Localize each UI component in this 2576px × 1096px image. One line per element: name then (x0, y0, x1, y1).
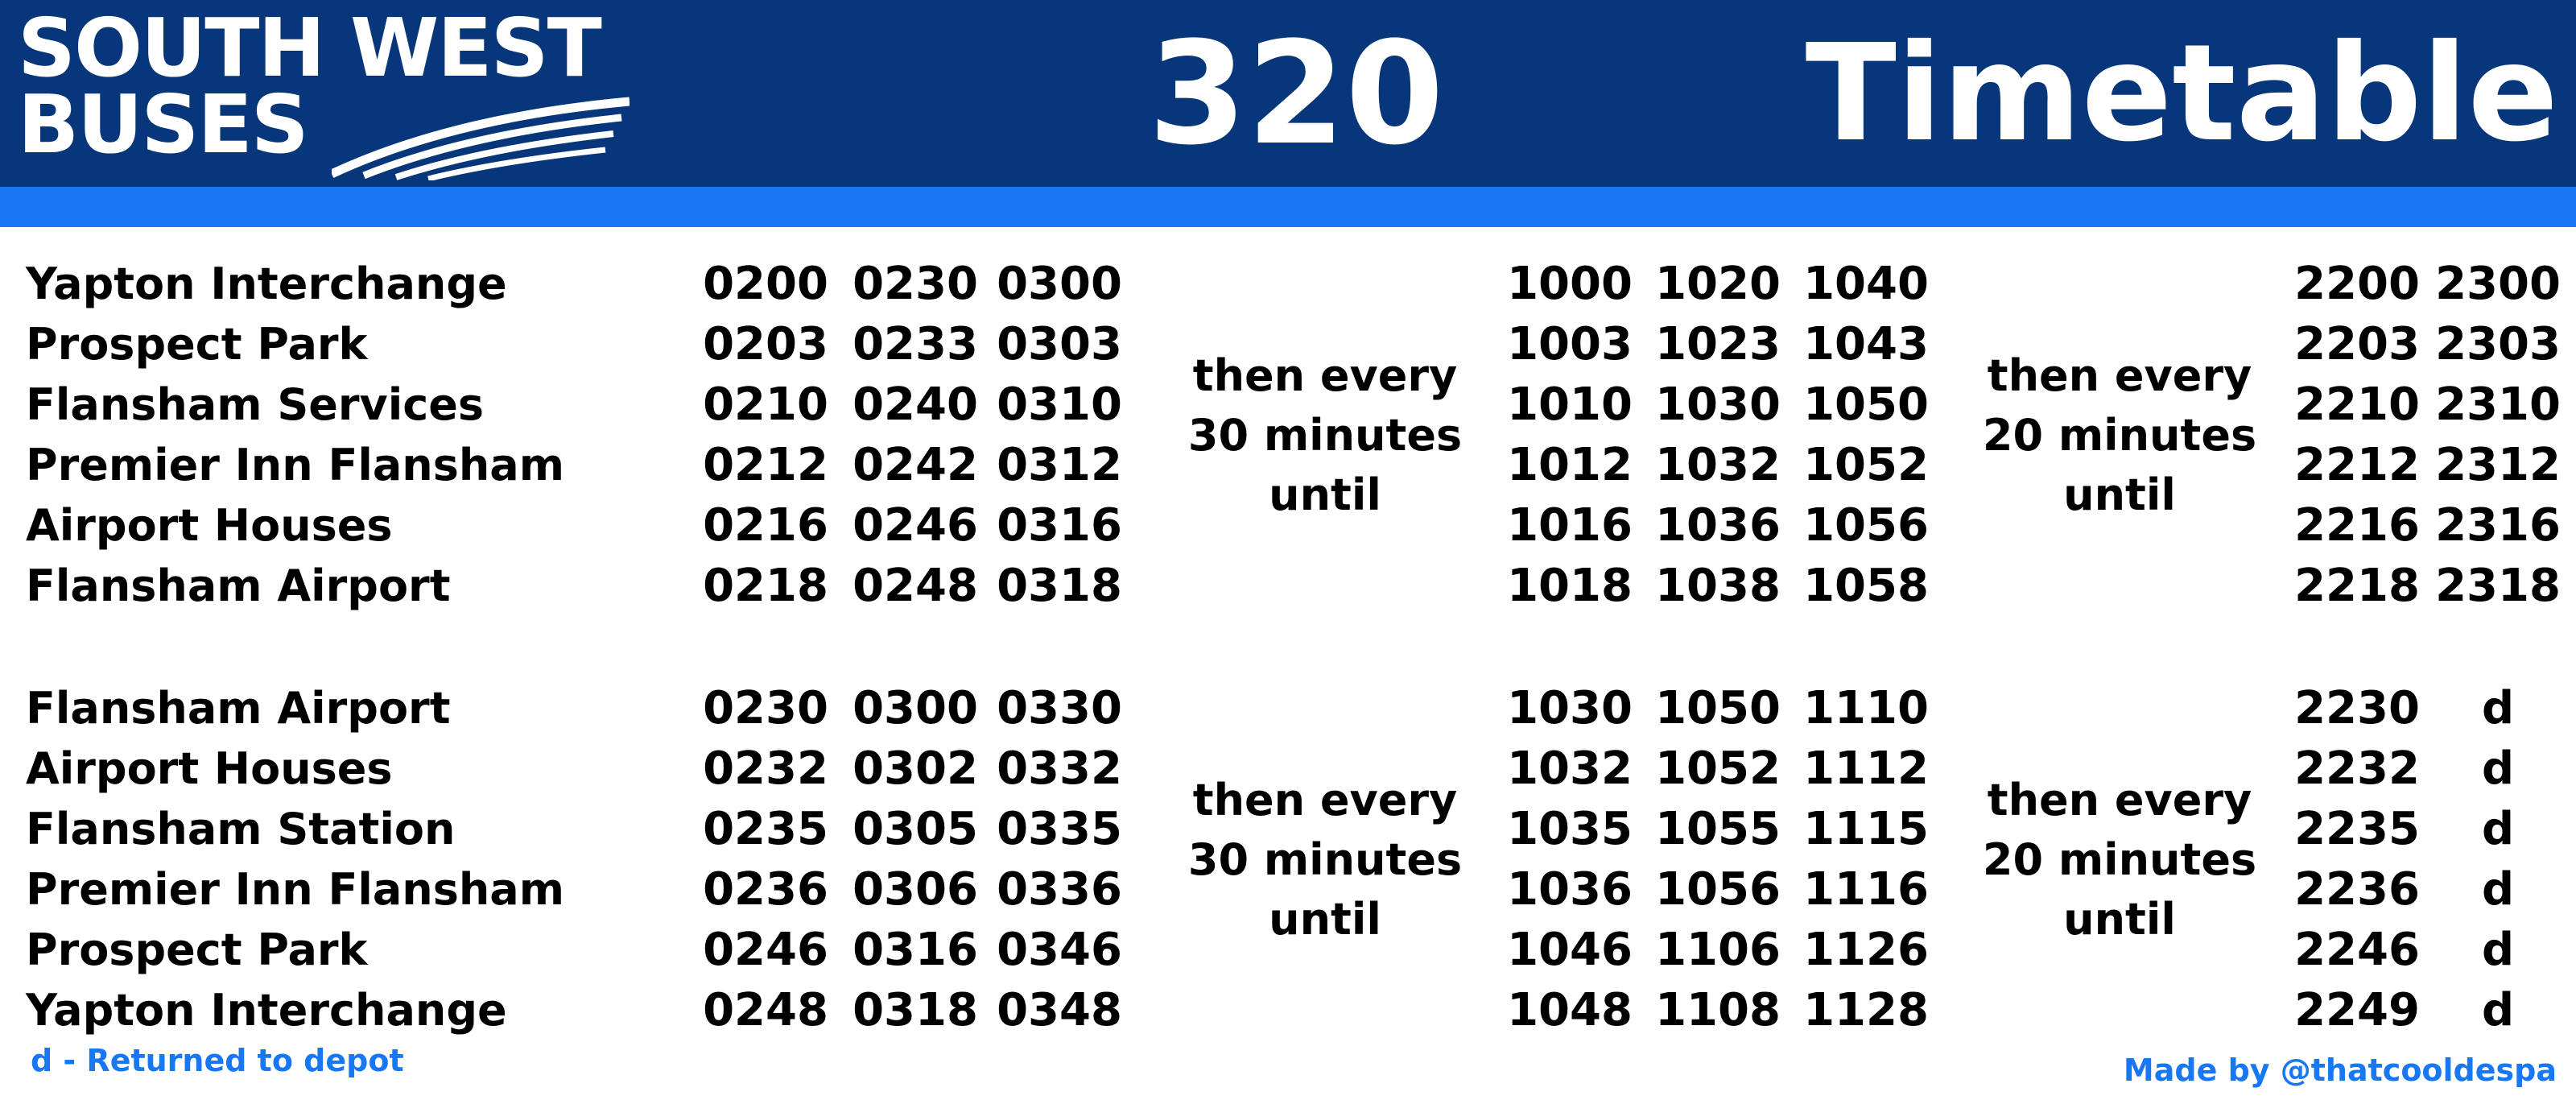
departure-time: 0236 (703, 863, 828, 916)
legend-note: d - Returned to depot (31, 1043, 404, 1078)
stop-name: Premier Inn Flansham (26, 864, 565, 915)
departure-time: 0302 (852, 742, 978, 795)
frequency-note-line: then every (1987, 349, 2252, 401)
departure-time: 0336 (997, 863, 1122, 916)
frequency-note-line: then every (1192, 774, 1458, 825)
departure-time: d (2481, 984, 2515, 1036)
departure-time: 2236 (2294, 863, 2420, 916)
departure-time: 2310 (2435, 378, 2561, 431)
departure-time: 0312 (997, 439, 1122, 491)
departure-time: 1023 (1655, 318, 1781, 370)
departure-time: 1018 (1507, 560, 1633, 612)
departure-time: d (2481, 742, 2515, 795)
departure-time: 2218 (2294, 560, 2420, 612)
header-bar (0, 0, 2576, 187)
departure-time: 1040 (1803, 258, 1929, 310)
departure-time: 0346 (997, 924, 1122, 976)
credit-text: Made by @thatcooldespa (2123, 1053, 2557, 1088)
departure-time: 0306 (852, 863, 978, 916)
departure-time: 0310 (997, 378, 1122, 431)
departure-time: 1052 (1803, 439, 1929, 491)
departure-time: 0246 (703, 924, 828, 976)
stop-name: Yapton Interchange (26, 258, 507, 309)
route-number: 320 (1148, 11, 1444, 176)
frequency-note (1172, 346, 1478, 525)
departure-time: 0230 (852, 258, 978, 310)
departure-time: 2303 (2435, 318, 2561, 370)
departure-time: 1052 (1655, 742, 1781, 795)
departure-time: 0330 (997, 682, 1122, 734)
stop-name: Flansham Airport (26, 560, 451, 611)
frequency-note (1967, 771, 2273, 949)
departure-time: 2210 (2294, 378, 2420, 431)
departure-time: 0233 (852, 318, 978, 370)
stop-name: Yapton Interchange (26, 985, 507, 1036)
departure-time: 2230 (2294, 682, 2420, 734)
departure-time: 1035 (1507, 803, 1633, 855)
departure-time: 2246 (2294, 924, 2420, 976)
departure-time: 1048 (1507, 984, 1633, 1036)
departure-time: d (2481, 803, 2515, 855)
frequency-note-line: then every (1987, 774, 2252, 825)
departure-time: 0248 (703, 984, 828, 1036)
departure-time: 2249 (2294, 984, 2420, 1036)
stop-name: Flansham Services (26, 379, 485, 430)
departure-time: 1046 (1507, 924, 1633, 976)
departure-time: 1050 (1655, 682, 1781, 734)
frequency-note (1967, 346, 2273, 525)
stop-name: Airport Houses (26, 500, 393, 551)
departure-time: 1032 (1655, 439, 1781, 491)
departure-time: 1036 (1655, 499, 1781, 552)
departure-time: 1036 (1507, 863, 1633, 916)
frequency-note-line: 20 minutes (1982, 833, 2257, 885)
departure-time: 2312 (2435, 439, 2561, 491)
departure-time: 1003 (1507, 318, 1633, 370)
departure-time: 2232 (2294, 742, 2420, 795)
departure-time: 0210 (703, 378, 828, 431)
departure-time: 0212 (703, 439, 828, 491)
stop-name: Flansham Airport (26, 683, 451, 734)
departure-time: 0203 (703, 318, 828, 370)
departure-time: 1050 (1803, 378, 1929, 431)
departure-time: 1112 (1803, 742, 1929, 795)
frequency-note-line: 30 minutes (1187, 833, 1463, 885)
stop-name: Prospect Park (26, 319, 368, 370)
departure-time: 1032 (1507, 742, 1633, 795)
departure-time: 2316 (2435, 499, 2561, 552)
departure-time: 1128 (1803, 984, 1929, 1036)
stop-name: Premier Inn Flansham (26, 440, 565, 490)
departure-time: 2216 (2294, 499, 2420, 552)
departure-time: 0232 (703, 742, 828, 795)
departure-time: 0240 (852, 378, 978, 431)
frequency-note-line: until (2063, 469, 2176, 520)
departure-time: 0300 (997, 258, 1122, 310)
stop-name: Flansham Station (26, 804, 456, 854)
departure-time: 0335 (997, 803, 1122, 855)
departure-time: 1116 (1803, 863, 1929, 916)
departure-time: 0332 (997, 742, 1122, 795)
frequency-note-line: until (2063, 893, 2176, 945)
departure-time: 1110 (1803, 682, 1929, 734)
departure-time: d (2481, 863, 2515, 916)
departure-time: 1108 (1655, 984, 1781, 1036)
frequency-note-line: 30 minutes (1187, 409, 1463, 461)
frequency-note-line: 20 minutes (1982, 409, 2257, 461)
page-title: Timetable (1805, 16, 2558, 172)
frequency-note-line: then every (1192, 349, 1458, 401)
stop-name: Prospect Park (26, 924, 368, 975)
departure-time: 1030 (1507, 682, 1633, 734)
departure-time: d (2481, 924, 2515, 976)
departure-time: 1030 (1655, 378, 1781, 431)
departure-time: 1000 (1507, 258, 1633, 310)
frequency-note-line: until (1269, 469, 1381, 520)
departure-time: 0218 (703, 560, 828, 612)
departure-time: 2235 (2294, 803, 2420, 855)
departure-time: 1038 (1655, 560, 1781, 612)
departure-time: 1010 (1507, 378, 1633, 431)
departure-time: 2318 (2435, 560, 2561, 612)
departure-time: 0216 (703, 499, 828, 552)
departure-time: 0318 (852, 984, 978, 1036)
logo-text-line2: BUSES (18, 77, 308, 172)
frequency-note-line: until (1269, 893, 1381, 945)
departure-time: d (2481, 682, 2515, 734)
departure-time: 1106 (1655, 924, 1781, 976)
departure-time: 0242 (852, 439, 978, 491)
departure-time: 1055 (1655, 803, 1781, 855)
departure-time: 2200 (2294, 258, 2420, 310)
departure-time: 2212 (2294, 439, 2420, 491)
departure-time: 0246 (852, 499, 978, 552)
frequency-note (1172, 771, 1478, 949)
south-west-buses-logo (18, 1, 613, 172)
departure-time: 2300 (2435, 258, 2561, 310)
departure-time: 0200 (703, 258, 828, 310)
departure-time: 0303 (997, 318, 1122, 370)
departure-time: 1016 (1507, 499, 1633, 552)
departure-time: 0230 (703, 682, 828, 734)
departure-time: 1126 (1803, 924, 1929, 976)
header-accent-stripe (0, 187, 2576, 227)
departure-time: 1012 (1507, 439, 1633, 491)
departure-time: 0318 (997, 560, 1122, 612)
departure-time: 0316 (997, 499, 1122, 552)
departure-time: 1043 (1803, 318, 1929, 370)
departure-time: 0248 (852, 560, 978, 612)
departure-time: 0348 (997, 984, 1122, 1036)
departure-time: 0305 (852, 803, 978, 855)
departure-time: 1056 (1655, 863, 1781, 916)
departure-time: 1056 (1803, 499, 1929, 552)
departure-time: 1058 (1803, 560, 1929, 612)
departure-time: 0235 (703, 803, 828, 855)
wing-swoosh-icon (332, 93, 630, 180)
departure-time: 1115 (1803, 803, 1929, 855)
departure-time: 2203 (2294, 318, 2420, 370)
stop-name: Airport Houses (26, 743, 393, 794)
logo-text-line1: SOUTH WEST (18, 1, 601, 95)
departure-time: 1020 (1655, 258, 1781, 310)
departure-time: 0316 (852, 924, 978, 976)
departure-time: 0300 (852, 682, 978, 734)
